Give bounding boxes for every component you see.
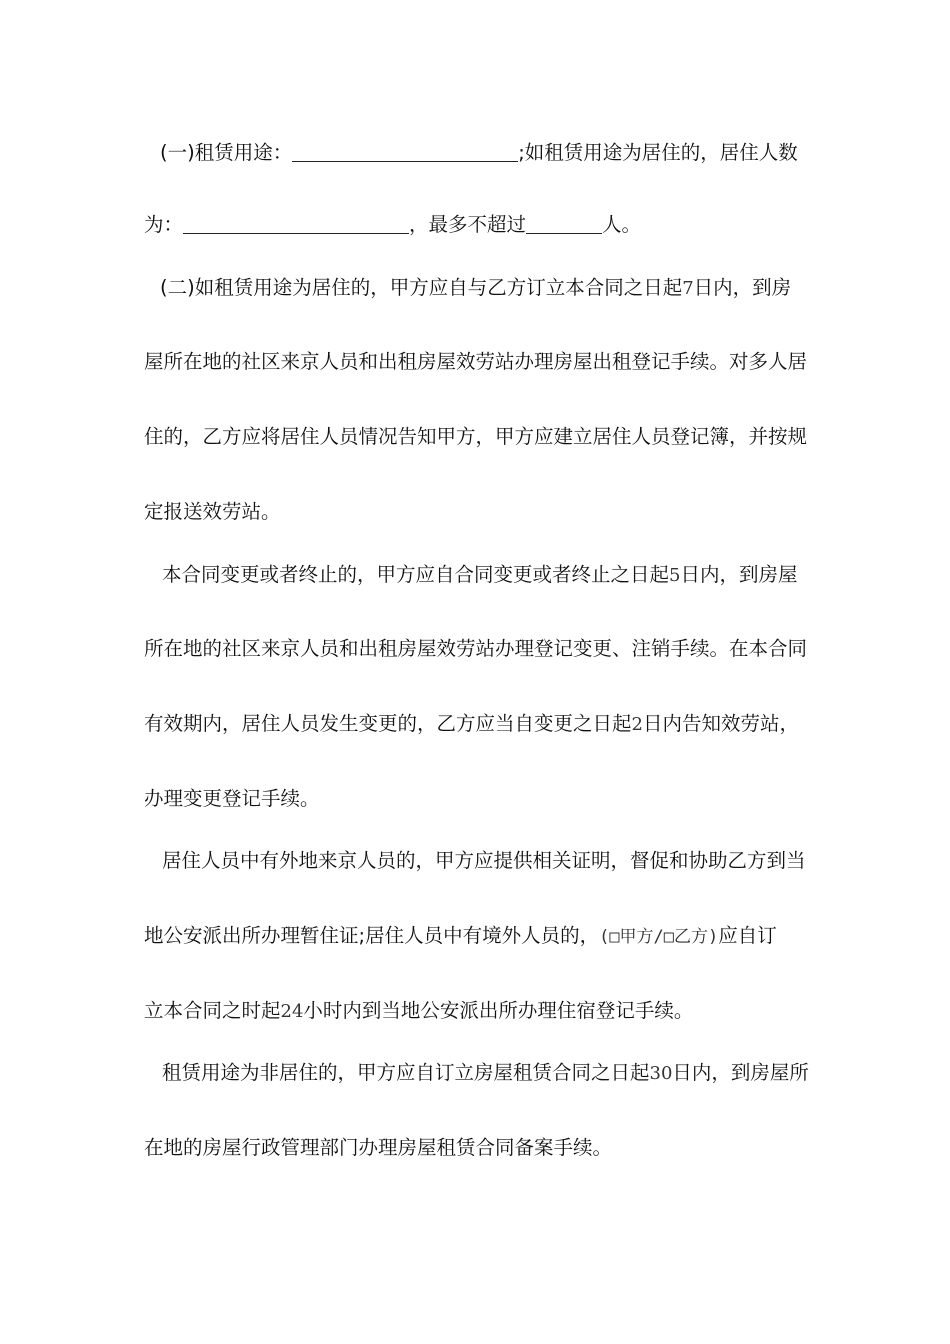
para4-line1: 居住人员中有外地来京人员的，甲方应提供相关证明，督促和协助乙方到当 — [162, 849, 806, 872]
para3-text-b: 日内，到房屋 — [680, 563, 798, 586]
para2-line3: 住的，乙方应将居住人员情况告知甲方，甲方应建立居住人员登记簿，并按规 — [144, 425, 808, 448]
residents-question: ;如租赁用途为居住的，居住人数 — [518, 141, 798, 164]
para3-days: 5 — [669, 565, 681, 586]
max-label: ，最多不超过 — [409, 213, 527, 236]
para4-line3-a: 立本合同之时起 — [144, 999, 281, 1022]
para3-line4: 办理变更登记手续。 — [144, 787, 320, 810]
para3-notify-days: 2 — [631, 714, 643, 735]
para5-text-b: 日内，到房屋所 — [672, 1061, 809, 1084]
para4-line2 — [144, 921, 824, 952]
para3-line1 — [162, 560, 842, 591]
para2-line4: 定报送效劳站。 — [144, 500, 281, 523]
para5-line1 — [162, 1058, 842, 1089]
residents-blank — [183, 213, 409, 234]
para5-line2: 在地的房屋行政管理部门办理房屋租赁合同备案手续。 — [144, 1136, 613, 1159]
para3-text-a: 本合同变更或者终止的，甲方应自合同变更或者终止之日起 — [162, 563, 670, 586]
usage-blank — [292, 141, 518, 162]
para5-text-a: 租赁用途为非居住的，甲方应自订立房屋租赁合同之日起 — [162, 1061, 650, 1084]
party-option: (□甲方/□乙方) — [599, 927, 719, 947]
para2-text-a: (二)如租赁用途为居住的，甲方应自与乙方订立本合同之日起 — [160, 276, 683, 299]
para4-line2-a: 地公安派出所办理暂住证;居住人员中有境外人员的， — [144, 924, 600, 947]
para4-hours: 24 — [280, 1001, 304, 1022]
usage-label: (一)租赁用途： — [160, 141, 293, 164]
para5-days: 30 — [649, 1063, 673, 1084]
para4-line3-b: 小时内到当地公安派出所办理住宿登记手续。 — [303, 999, 694, 1022]
residents-label: 为： — [144, 213, 184, 236]
para2-text-b: 日内，到房 — [693, 276, 792, 299]
para2-days: 7 — [682, 278, 694, 299]
max-blank — [526, 213, 602, 234]
para4-line3 — [144, 996, 824, 1027]
persons-label: 人。 — [602, 213, 642, 236]
para3-line3-a: 有效期内，居住人员发生变更的，乙方应当自变更之日起 — [144, 712, 632, 735]
para3-line3 — [144, 709, 824, 740]
para1-line2 — [144, 210, 824, 240]
para2-line1 — [160, 273, 840, 304]
para1-line1 — [160, 138, 840, 168]
para3-line2: 所在地的社区来京人员和出租房屋效劳站办理登记变更、注销手续。在本合同 — [144, 637, 808, 660]
para2-line2: 屋所在地的社区来京人员和出租房屋效劳站办理房屋出租登记手续。对多人居 — [144, 350, 808, 373]
para3-line3-b: 日内告知效劳站， — [642, 712, 799, 735]
para4-line2-b: 应自订 — [718, 924, 777, 947]
